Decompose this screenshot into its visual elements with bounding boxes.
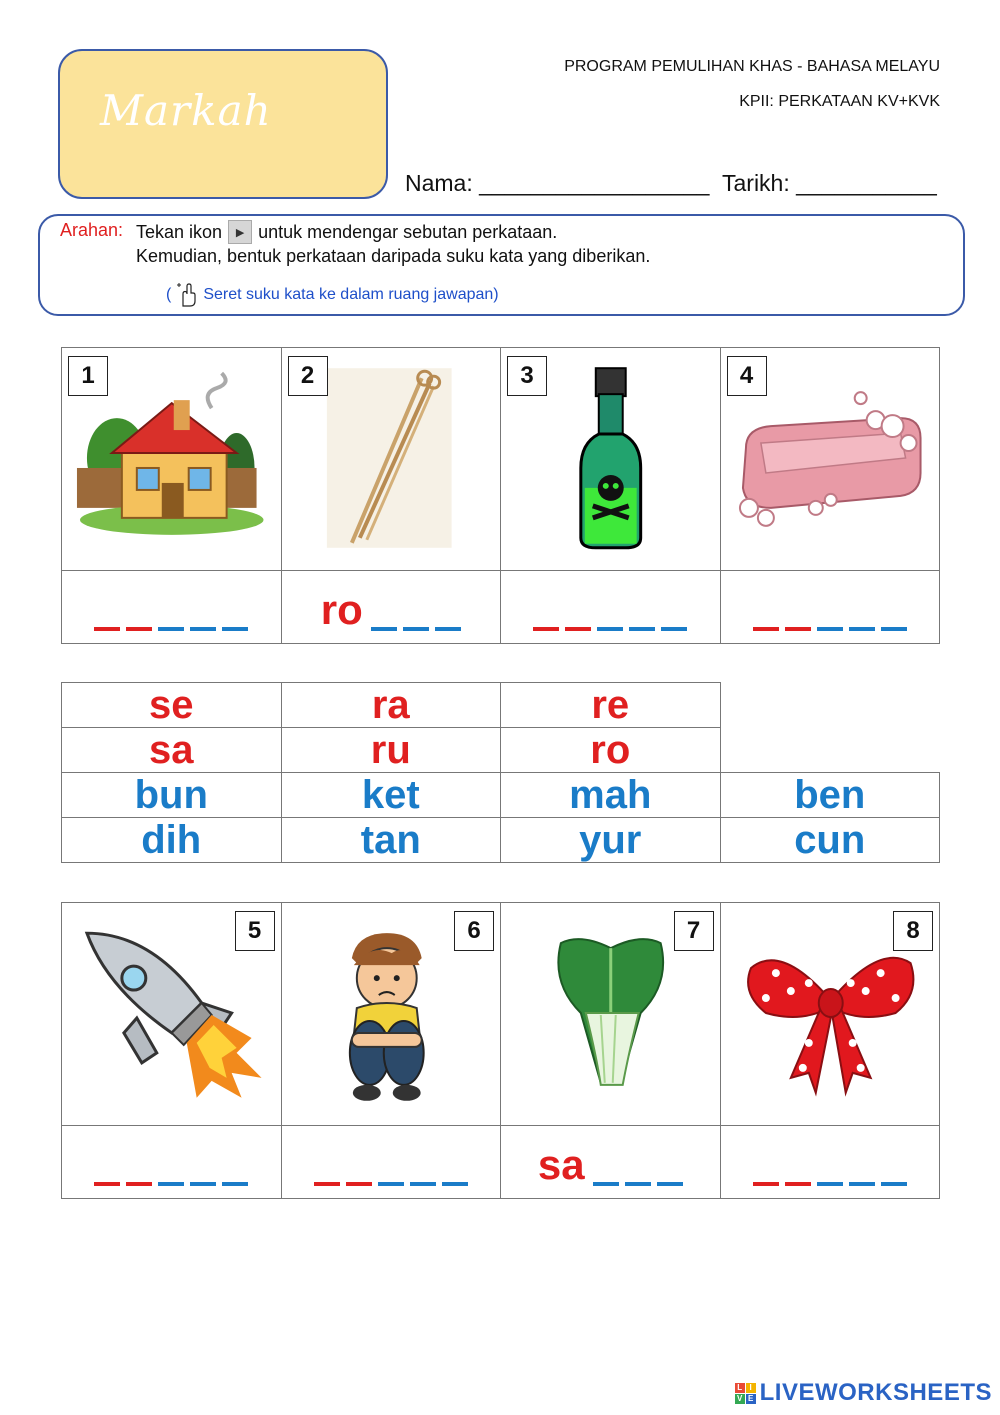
item-number: 2 bbox=[288, 356, 328, 396]
instruction-text-before: Tekan ikon bbox=[136, 221, 223, 242]
instruction-text-after: untuk mendengar sebutan perkataan. bbox=[258, 221, 558, 242]
syllable-tile[interactable]: tan bbox=[281, 818, 501, 863]
play-icon[interactable]: ▶ bbox=[228, 220, 252, 244]
liveworksheets-logo-icon: L I V E bbox=[735, 1383, 756, 1404]
item-number: 3 bbox=[507, 356, 547, 396]
syllable-tile[interactable]: dih bbox=[62, 818, 282, 863]
answer-slot-4[interactable] bbox=[720, 571, 940, 644]
markah-label: Markah bbox=[100, 86, 272, 135]
item-number: 5 bbox=[235, 911, 275, 951]
picture-cell-5 bbox=[62, 903, 282, 1126]
syllable-tile[interactable]: ru bbox=[281, 728, 501, 773]
syllable-tile[interactable]: ben bbox=[720, 773, 940, 818]
answer-slot-1[interactable] bbox=[62, 571, 282, 644]
empty-cell bbox=[720, 683, 940, 728]
given-syllable: ro bbox=[320, 586, 363, 633]
item-number: 4 bbox=[727, 356, 767, 396]
syllable-tile[interactable]: bun bbox=[62, 773, 282, 818]
liveworksheets-brand: LIVEWORKSHEETS bbox=[759, 1379, 992, 1406]
item-number: 6 bbox=[454, 911, 494, 951]
instruction-line-3 bbox=[166, 282, 499, 308]
picture-cell-1 bbox=[62, 348, 282, 571]
nama-field[interactable]: Nama: __________________ bbox=[405, 170, 710, 196]
kpi-title: KPII: PERKATAAN KV+KVK bbox=[739, 93, 940, 110]
picture-cell-3 bbox=[501, 348, 721, 571]
picture-cell-4 bbox=[720, 348, 940, 571]
syllable-tile[interactable]: yur bbox=[501, 818, 721, 863]
answer-slot-5[interactable] bbox=[62, 1126, 282, 1199]
bottom-picture-grid bbox=[61, 902, 940, 1199]
hand-drag-icon bbox=[174, 282, 200, 308]
item-number: 8 bbox=[893, 911, 933, 951]
item-number: 7 bbox=[674, 911, 714, 951]
picture-cell-6 bbox=[281, 903, 501, 1126]
answer-slot-2[interactable] bbox=[281, 571, 501, 644]
syllable-tile[interactable]: ro bbox=[501, 728, 721, 773]
given-syllable: sa bbox=[537, 1141, 585, 1188]
program-title: PROGRAM PEMULIHAN KHAS - BAHASA MELAYU bbox=[564, 58, 940, 75]
paren-open: ( bbox=[166, 286, 172, 303]
answer-slot-7[interactable] bbox=[501, 1126, 721, 1199]
syllable-tile[interactable]: cun bbox=[720, 818, 940, 863]
top-picture-grid bbox=[61, 347, 940, 644]
answer-slot-8[interactable] bbox=[720, 1126, 940, 1199]
arahan-label: Arahan: bbox=[60, 220, 124, 240]
tarikh-field[interactable]: Tarikh: ___________ bbox=[722, 170, 937, 196]
drag-instruction-text: Seret suku kata ke dalam ruang jawapan) bbox=[203, 286, 499, 303]
liveworksheets-footer[interactable] bbox=[735, 1379, 992, 1407]
instruction-line-2: Kemudian, bentuk perkataan daripada suku kata yang diberikan. bbox=[136, 246, 651, 266]
syllable-tile[interactable]: se bbox=[62, 683, 282, 728]
answer-slot-6[interactable] bbox=[281, 1126, 501, 1199]
syllable-tile[interactable]: re bbox=[501, 683, 721, 728]
answer-slot-3[interactable] bbox=[501, 571, 721, 644]
syllable-tile[interactable]: ra bbox=[281, 683, 501, 728]
picture-cell-8 bbox=[720, 903, 940, 1126]
empty-cell bbox=[720, 728, 940, 773]
syllable-tile[interactable]: mah bbox=[501, 773, 721, 818]
instruction-line-1 bbox=[136, 220, 557, 244]
picture-cell-2 bbox=[281, 348, 501, 571]
syllable-tile[interactable]: sa bbox=[62, 728, 282, 773]
picture-cell-7 bbox=[501, 903, 721, 1126]
item-number: 1 bbox=[68, 356, 108, 396]
syllable-tile[interactable]: ket bbox=[281, 773, 501, 818]
syllable-bank bbox=[61, 682, 940, 863]
